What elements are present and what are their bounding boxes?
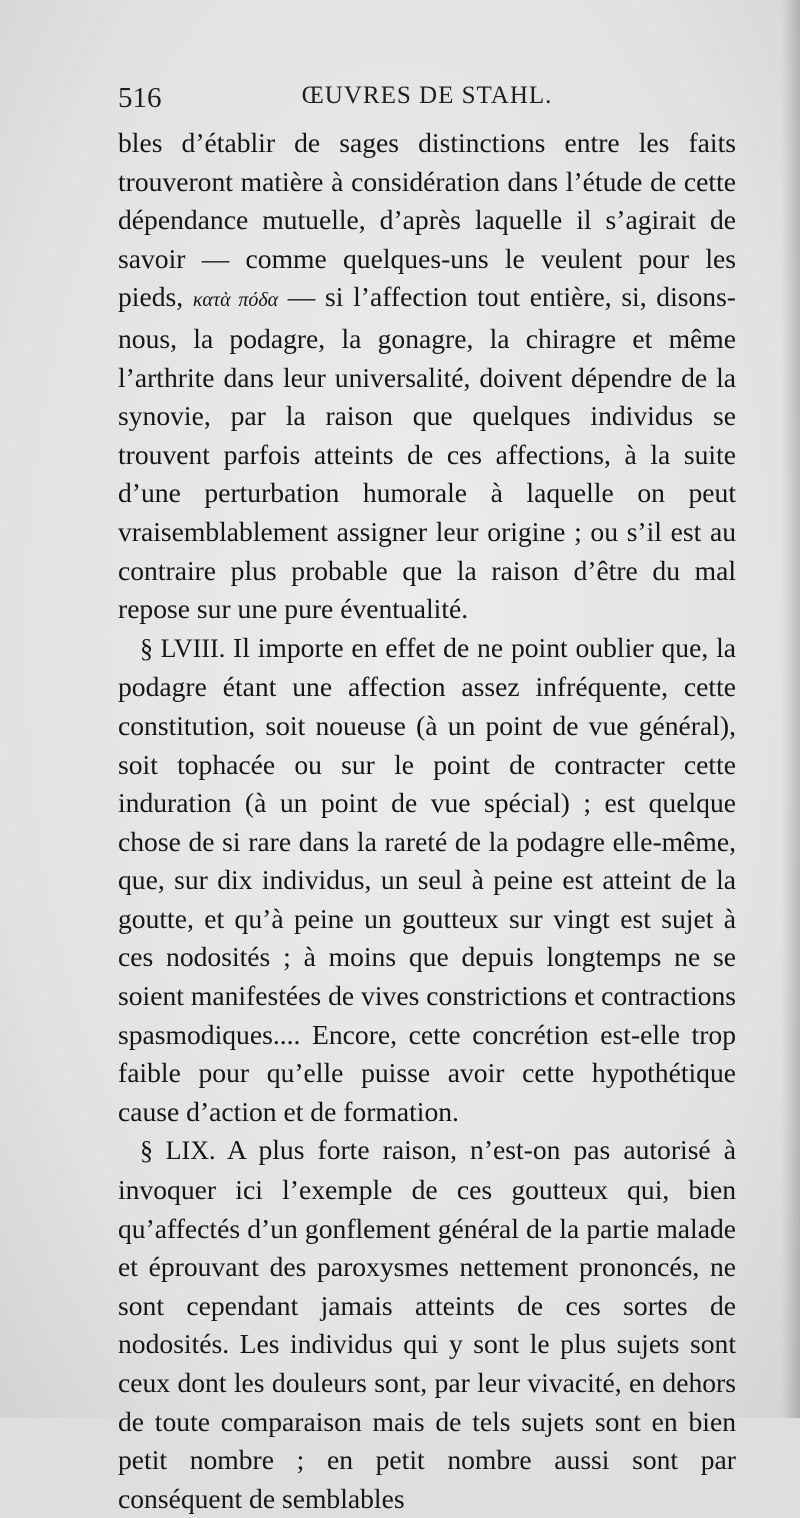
paragraph-text: bles d’établir de sages distinctions entre les faits trouveront matière à considération dans l’étude de cette dépendance mutuelle, d’après laquelle il s’agirait de savoir — comme quelques-uns le veulent pour les pieds, <box>118 127 736 313</box>
page-number: 516 <box>118 82 162 114</box>
page-edge-shadow <box>782 0 800 1418</box>
paragraph-continued <box>118 124 736 629</box>
page-header <box>118 82 736 122</box>
running-head: ŒUVRES DE STAHL. <box>301 82 553 109</box>
body-text <box>118 124 736 1518</box>
paragraph-text: A plus forte raison, n’est-on pas autorisé à invoquer ici l’exemple de ces goutteux qui, bien qu’affectés d’un gonflement général de la partie malade et éprouvant des paroxysmes nettement prononcés, ne sont cependant jamais atteints de ces sortes de nodosités. Les individus qui y sont le plus sujets sont ceux dont les douleurs sont, par leur vivacité, en dehors de toute comparaison mais de tels sujets sont en bien petit nombre ; en petit nombre aussi sont par conséquent de semblables <box>118 1134 736 1514</box>
greek-phrase: κατὰ πόδα <box>192 289 279 312</box>
paragraph-section-59 <box>118 1131 736 1518</box>
section-heading-58: § LVIII. <box>140 633 226 663</box>
section-heading-59: § LIX. <box>140 1136 216 1166</box>
paragraph-text: Il importe en effet de ne point oublier que, la podagre étant une affection assez infréquente, cette constitution, soit noueuse (à un point de vue général), soit tophacée ou sur le point de contracter cette induration (à un point de vue spécial) ; est quelque chose de si rare dans la rareté de la podagre elle-même, que, sur dix individus, un seul à peine est atteint de la goutte, et qu’à peine un goutteux sur vingt est sujet à ces nodosités ; à moins que depuis longtemps ne se soient manifestées de vives constrictions et contractions spasmodiques.... Encore, cette concrétion est-elle trop faible pour qu’elle puisse avoir cette hypothétique cause d’action et de formation. <box>118 631 737 1127</box>
paragraph-text: — si l’affection tout entière, si, disons-nous, la podagre, la gonagre, la chiragre et même l’arthrite dans leur universalité, doivent dépendre de la synovie, par la raison que quelques individus se trouvent parfois atteints de ces affections, à la suite d’une perturbation humorale à laquelle on peut vraisemblablement assigner leur origine ; ou s’il est au contraire plus probable que la raison d’être du mal repose sur une pure éventualité. <box>118 281 736 625</box>
paragraph-section-58 <box>118 629 736 1132</box>
